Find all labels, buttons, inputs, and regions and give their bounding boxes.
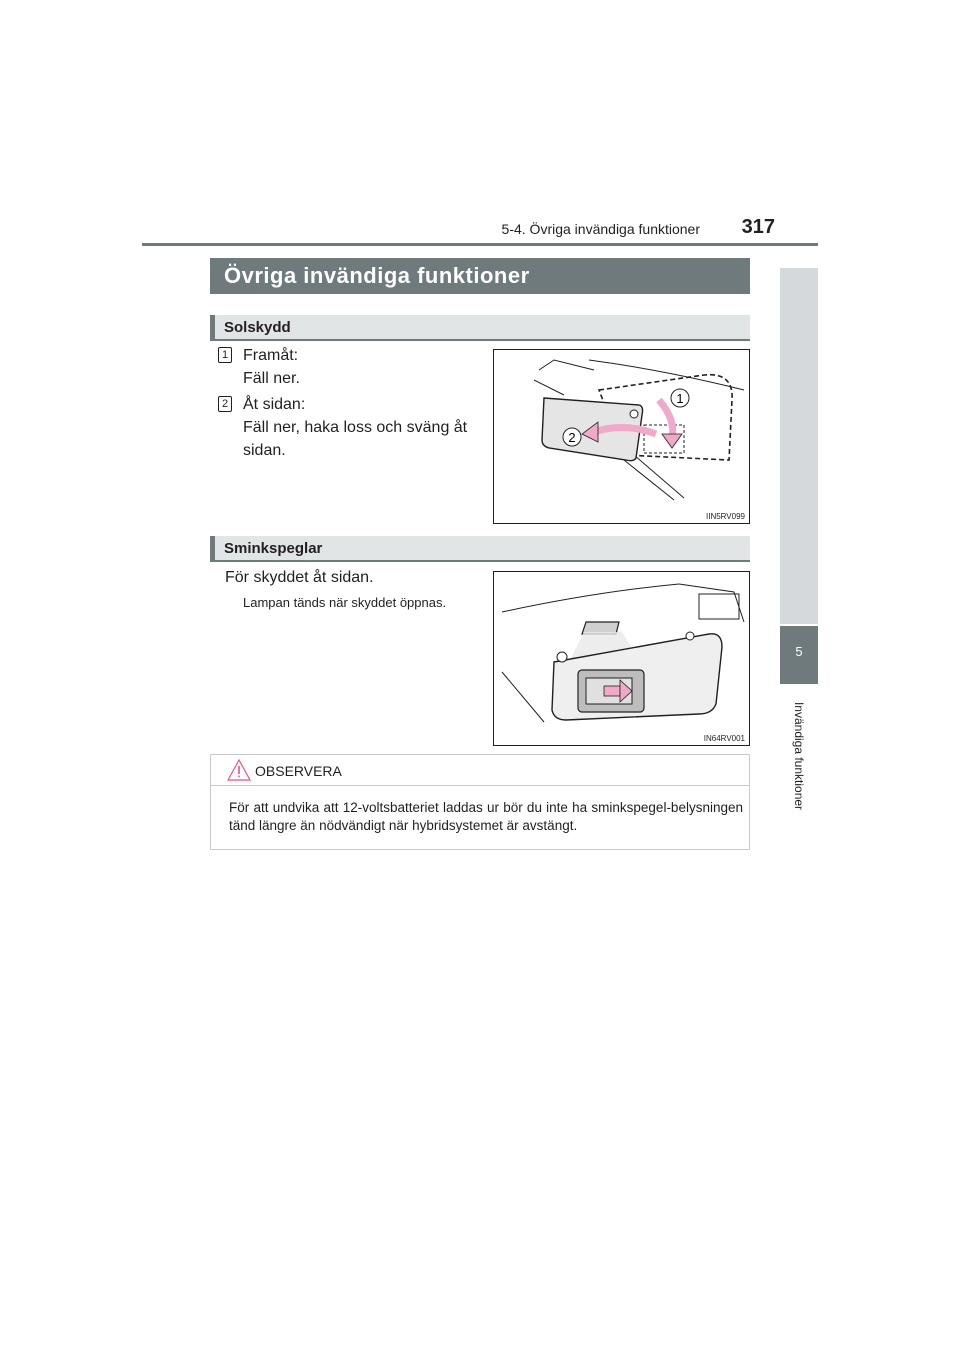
notice-text: För att undvika att 12-voltsbatteriet laddas ur bör du inte ha sminkspegel-belysningen tänd längre än nödvändigt när hybridsystemet är avstängt. xyxy=(229,800,743,833)
item-number-badge-2: 2 xyxy=(218,396,232,412)
figure-callout-1: 1 xyxy=(676,391,684,406)
header-rule xyxy=(142,243,818,246)
notice-box xyxy=(210,754,750,850)
page-title: Övriga invändiga funktioner xyxy=(210,258,750,294)
item-2-line1: Åt sidan: xyxy=(243,396,306,413)
page-number: 317 xyxy=(741,216,775,238)
vanity-mirror-figure-code: IN64RV001 xyxy=(703,734,745,743)
chapter-number: 5 xyxy=(795,644,803,659)
chapter-tab-strip xyxy=(780,268,818,624)
vanity-mirror-heading-text: Sminkspeglar xyxy=(224,540,323,557)
vanity-mirror-illustration xyxy=(494,572,749,745)
sun-visor-illustration xyxy=(494,350,749,523)
vanity-mirror-note: Lampan tänds när skyddet öppnas. xyxy=(243,595,447,610)
item-1-line2: Fäll ner. xyxy=(243,370,300,387)
item-number-badge-1: 1 xyxy=(218,347,232,363)
item-1-line1: Framåt: xyxy=(243,347,299,364)
sun-visor-heading-text: Solskydd xyxy=(224,319,291,336)
warning-triangle-icon xyxy=(227,759,251,781)
running-header-section: 5-4. Övriga invändiga funktioner xyxy=(501,221,700,237)
chapter-label: Invändiga funktioner xyxy=(792,701,806,811)
sun-visor-figure xyxy=(493,349,750,524)
vanity-mirror-instruction: För skyddet åt sidan. xyxy=(225,569,374,586)
vanity-mirror-figure xyxy=(493,571,750,746)
notice-title: OBSERVERA xyxy=(255,763,342,779)
sun-visor-figure-code: IIN5RV099 xyxy=(706,512,745,521)
notice-divider xyxy=(211,785,749,786)
figure-callout-2: 2 xyxy=(568,430,576,445)
item-2-line2: Fäll ner, haka loss och sväng åt xyxy=(243,419,468,436)
sun-visor-heading xyxy=(210,315,750,341)
item-2-line3: sidan. xyxy=(243,442,286,459)
vanity-mirror-heading xyxy=(210,536,750,562)
